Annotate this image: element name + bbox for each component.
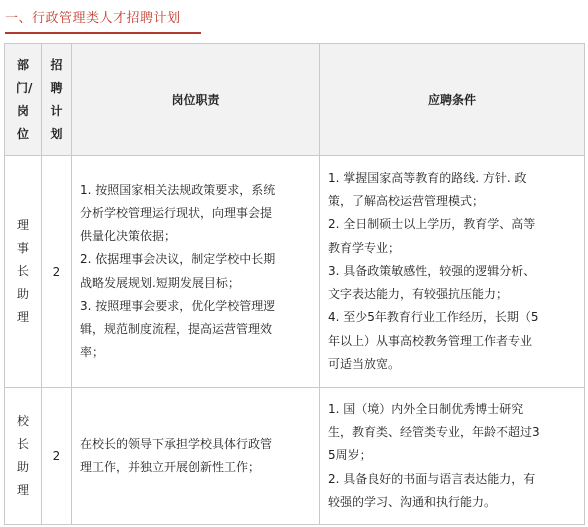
requirement-line: 2. 全日制硕士以上学历，教育学、高等 xyxy=(328,217,536,232)
row-position: 理事长助理 xyxy=(16,218,29,324)
table-row xyxy=(5,388,585,525)
recruitment-plan-table xyxy=(4,43,585,525)
requirement-line: 策，了解高校运营管理模式； xyxy=(328,194,485,209)
section-title-text: 一、行政管理类人才招聘计划 xyxy=(5,11,181,26)
requirement-line: 较强的学习、沟通和执行能力。 xyxy=(328,494,497,509)
requirement-line: 1. 国（境）内外全日制优秀博士研究 xyxy=(328,401,524,416)
duty-line: 3. 按照理事会要求，优化学校管理逻 xyxy=(80,298,276,313)
duty-line: 在校长的领导下承担学校具体行政管 xyxy=(80,436,273,451)
row-count: 2 xyxy=(42,388,72,525)
requirement-line: 4. 至少5年教育行业工作经历，长期（5 xyxy=(328,310,539,325)
section-title xyxy=(5,6,205,32)
row-requirements-cell xyxy=(320,388,585,525)
duty-line: 1. 按照国家相关法规政策要求，系统 xyxy=(80,182,276,197)
row-requirements-cell xyxy=(320,156,585,388)
duty-line: 辑，规范制度流程，提高运营管理效 xyxy=(80,321,273,336)
header-duties: 岗位职责 xyxy=(72,44,320,156)
row-duties-cell xyxy=(72,388,320,525)
requirement-line: 教育学专业； xyxy=(328,240,401,255)
requirement-line: 生，教育类、经管类专业，年龄不超过3 xyxy=(328,425,540,440)
requirement-line: 1. 掌握国家高等教育的路线. 方针. 政 xyxy=(328,171,527,186)
row-position-cell xyxy=(5,156,42,388)
duties-list xyxy=(72,179,319,365)
header-requirements: 应聘条件 xyxy=(320,44,585,156)
row-duties-cell xyxy=(72,156,320,388)
duty-line: 战略发展规划.短期发展目标； xyxy=(80,275,240,290)
requirement-line: 年以上）从事高校教务管理工作者专业 xyxy=(328,333,533,348)
row-count: 2 xyxy=(42,156,72,388)
section-title-underline xyxy=(5,32,201,34)
duty-line: 率； xyxy=(80,345,105,360)
requirement-line: 2. 具备良好的书面与语言表达能力，有 xyxy=(328,471,536,486)
duty-line: 分析学校管理运行现状，向理事会提 xyxy=(80,205,273,220)
requirement-line: 5周岁； xyxy=(328,448,372,463)
header-recruit-plan: 招聘计划 xyxy=(42,44,72,156)
header-dept-position: 部门/岗位 xyxy=(5,44,42,156)
duty-line: 理工作，并独立开展创新性工作； xyxy=(80,460,261,474)
requirement-line: 可适当放宽。 xyxy=(328,356,401,371)
duties-list xyxy=(72,433,319,479)
table-row xyxy=(5,156,585,388)
requirement-line: 3. 具备政策敏感性，较强的逻辑分析、 xyxy=(328,263,536,278)
requirements-list xyxy=(320,398,584,514)
row-position: 校长助理 xyxy=(16,414,29,497)
duty-line: 供量化决策依据； xyxy=(80,229,177,244)
row-position-cell xyxy=(5,388,42,525)
requirements-list xyxy=(320,167,584,376)
duty-line: 2. 依据理事会决议，制定学校中长期 xyxy=(80,252,276,267)
table-header-row xyxy=(5,44,585,156)
requirement-line: 文字表达能力，有较强抗压能力； xyxy=(328,287,509,302)
